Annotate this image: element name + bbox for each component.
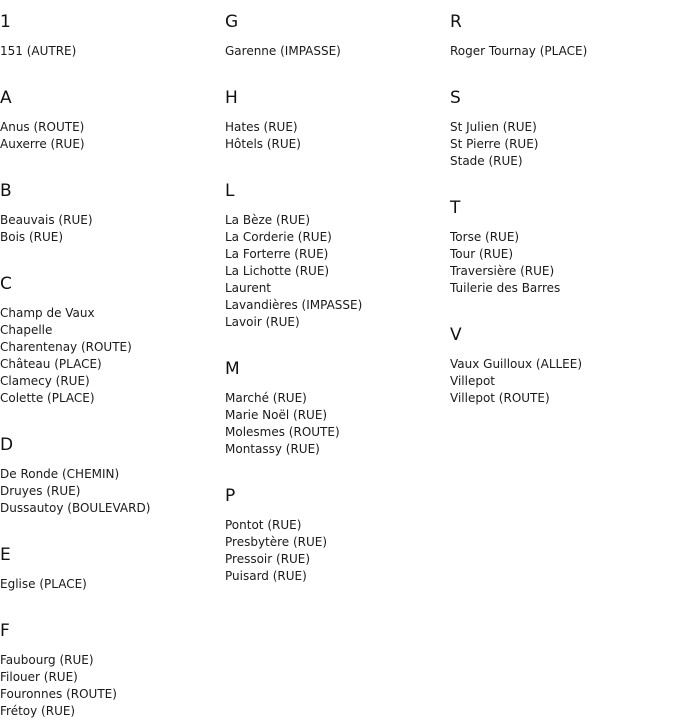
letter-heading: 1 <box>0 12 11 32</box>
street-link[interactable]: Frétoy (RUE) <box>0 704 76 718</box>
group-spacer <box>450 60 670 76</box>
street-link[interactable]: La Forterre (RUE) <box>225 247 329 261</box>
street-link[interactable]: St Julien (RUE) <box>450 120 537 134</box>
street-link[interactable]: La Corderie (RUE) <box>225 230 332 244</box>
street-link[interactable]: Traversière (RUE) <box>450 264 555 278</box>
street-link[interactable]: De Ronde (CHEMIN) <box>0 467 120 481</box>
letter-group <box>225 12 445 76</box>
street-link[interactable]: Filouer (RUE) <box>0 670 78 684</box>
letter-heading: R <box>450 12 462 32</box>
group-spacer <box>0 593 220 609</box>
letter-group <box>225 486 445 585</box>
letter-heading: E <box>0 545 11 565</box>
letter-group <box>225 359 445 474</box>
street-link[interactable]: Hates (RUE) <box>225 120 298 134</box>
street-link[interactable]: Stade (RUE) <box>450 154 523 168</box>
letter-group <box>0 88 220 169</box>
street-link[interactable]: La Lichotte (RUE) <box>225 264 330 278</box>
letter-group <box>450 12 670 76</box>
street-link[interactable]: Villepot (ROUTE) <box>450 391 550 405</box>
letter-heading: A <box>0 88 12 108</box>
letter-group <box>450 325 670 407</box>
street-link[interactable]: Champ de Vaux <box>0 306 95 320</box>
letter-group <box>0 181 220 262</box>
street-link[interactable]: Villepot <box>450 374 495 388</box>
letter-heading: F <box>0 621 10 641</box>
letter-heading: T <box>450 198 461 218</box>
letter-group <box>0 545 220 609</box>
street-link[interactable]: Faubourg (RUE) <box>0 653 94 667</box>
street-link[interactable]: Garenne (IMPASSE) <box>225 44 341 58</box>
index-column <box>0 0 220 720</box>
street-link[interactable]: Chapelle <box>0 323 53 337</box>
letter-heading: H <box>225 88 238 108</box>
street-link[interactable]: Molesmes (ROUTE) <box>225 425 340 439</box>
street-link[interactable]: Dussautoy (BOULEVARD) <box>0 501 151 515</box>
street-link[interactable]: Marie Noël (RUE) <box>225 408 328 422</box>
letter-group <box>450 198 670 313</box>
street-link[interactable]: Bois (RUE) <box>0 230 64 244</box>
street-link[interactable]: Fouronnes (ROUTE) <box>0 687 117 701</box>
letter-heading: V <box>450 325 462 345</box>
street-link[interactable]: Marché (RUE) <box>225 391 307 405</box>
street-link[interactable]: Château (PLACE) <box>0 357 102 371</box>
letter-heading: C <box>0 274 12 294</box>
letter-group <box>0 12 220 76</box>
street-link[interactable]: Colette (PLACE) <box>0 391 95 405</box>
letter-group <box>0 621 220 720</box>
letter-heading: P <box>225 486 236 506</box>
index-column <box>225 0 445 585</box>
street-link[interactable]: Laurent <box>225 281 272 295</box>
street-link[interactable]: St Pierre (RUE) <box>450 137 539 151</box>
group-spacer <box>225 153 445 169</box>
street-link[interactable]: Charentenay (ROUTE) <box>0 340 132 354</box>
street-link[interactable]: Roger Tournay (PLACE) <box>450 44 588 58</box>
street-link[interactable]: Tuilerie des Barres <box>450 281 561 295</box>
street-link[interactable]: Beauvais (RUE) <box>0 213 93 227</box>
letter-heading: M <box>225 359 240 379</box>
letter-heading: G <box>225 12 239 32</box>
street-link[interactable]: Puisard (RUE) <box>225 569 307 583</box>
street-link[interactable]: Lavoir (RUE) <box>225 315 300 329</box>
letter-heading: D <box>0 435 14 455</box>
street-link[interactable]: Eglise (PLACE) <box>0 577 87 591</box>
index-column <box>450 0 670 407</box>
group-spacer <box>225 60 445 76</box>
letter-group <box>0 274 220 423</box>
group-spacer <box>0 407 220 423</box>
letter-heading: B <box>0 181 12 201</box>
street-link[interactable]: Clamecy (RUE) <box>0 374 90 388</box>
street-link[interactable]: Anus (ROUTE) <box>0 120 85 134</box>
street-link[interactable]: Druyes (RUE) <box>0 484 81 498</box>
group-spacer <box>450 170 670 186</box>
letter-group <box>450 88 670 186</box>
letter-heading: S <box>450 88 461 108</box>
group-spacer <box>0 153 220 169</box>
street-link[interactable]: La Bèze (RUE) <box>225 213 311 227</box>
street-link[interactable]: Pressoir (RUE) <box>225 552 311 566</box>
group-spacer <box>0 517 220 533</box>
group-spacer <box>450 297 670 313</box>
street-link[interactable]: Hôtels (RUE) <box>225 137 301 151</box>
street-link[interactable]: 151 (AUTRE) <box>0 44 77 58</box>
street-link[interactable]: Auxerre (RUE) <box>0 137 85 151</box>
letter-heading: L <box>225 181 235 201</box>
street-link[interactable]: Tour (RUE) <box>450 247 514 261</box>
street-link[interactable]: Torse (RUE) <box>450 230 520 244</box>
group-spacer <box>0 60 220 76</box>
group-spacer <box>225 331 445 347</box>
street-link[interactable]: Pontot (RUE) <box>225 518 302 532</box>
group-spacer <box>225 458 445 474</box>
letter-group <box>225 88 445 169</box>
street-link[interactable]: Lavandières (IMPASSE) <box>225 298 363 312</box>
street-link[interactable]: Montassy (RUE) <box>225 442 320 456</box>
street-link[interactable]: Vaux Guilloux (ALLEE) <box>450 357 583 371</box>
letter-group <box>225 181 445 347</box>
letter-group <box>0 435 220 533</box>
street-link[interactable]: Presbytère (RUE) <box>225 535 328 549</box>
group-spacer <box>0 246 220 262</box>
